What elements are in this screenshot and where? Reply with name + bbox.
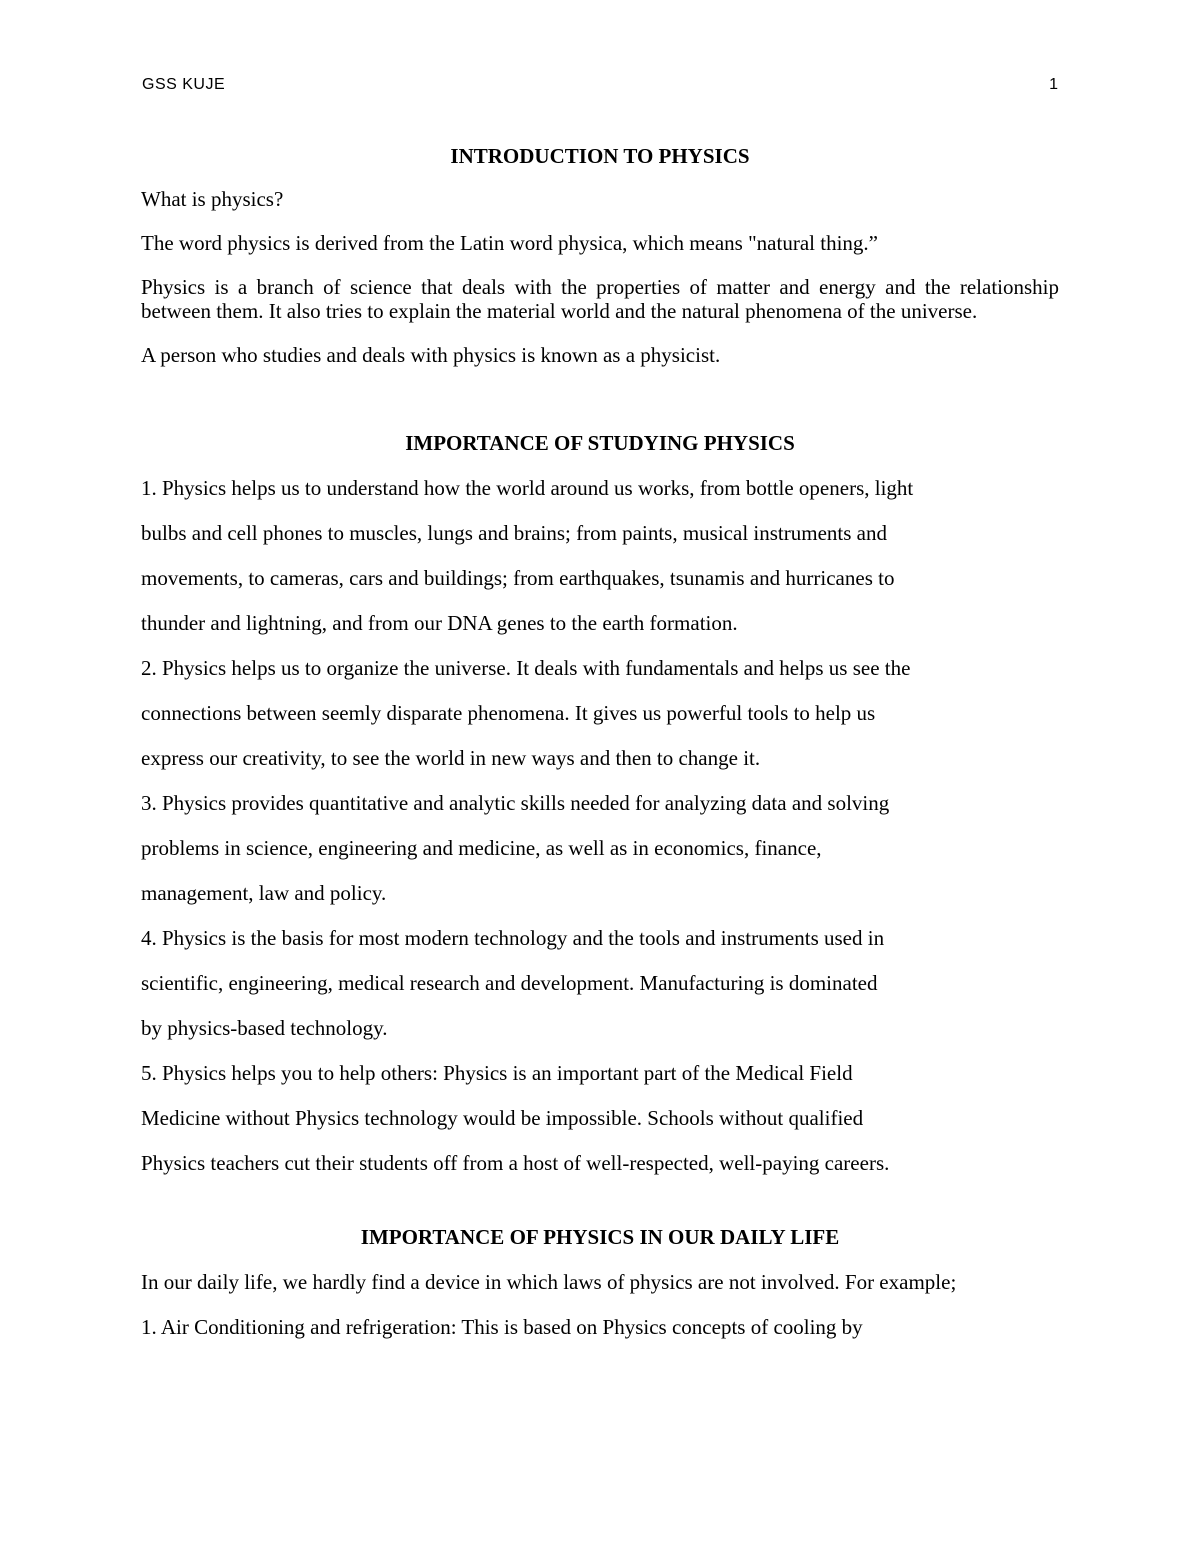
list-line: 3. Physics provides quantitative and analytic skills needed for analyzing data and solving [141,791,890,815]
list-line: movements, to cameras, cars and buildings; from earthquakes, tsunamis and hurricanes to [141,566,895,590]
importance-list [141,466,1059,1186]
list-line: scientific, engineering, medical research and development. Manufacturing is dominated [141,971,878,995]
question-paragraph: What is physics? [141,187,284,211]
derivation-paragraph: The word physics is derived from the Latin word physica, which means "natural thing.” [141,231,878,255]
list-line: 1. Air Conditioning and refrigeration: This is based on Physics concepts of cooling by [141,1315,863,1339]
list-line: Medicine without Physics technology would be impossible. Schools without qualified [141,1106,864,1130]
running-header: GSS KUJE [142,76,226,93]
list-line: by physics-based technology. [141,1016,388,1040]
list-line: management, law and policy. [141,881,387,905]
section-title-introduction: INTRODUCTION TO PHYSICS [450,144,750,168]
list-line: 5. Physics helps you to help others: Physics is an important part of the Medical Field [141,1061,853,1085]
list-line: Physics teachers cut their students off from a host of well-respected, well-paying careers. [141,1151,890,1175]
document-body [141,143,1059,1350]
section-title-importance-studying: IMPORTANCE OF STUDYING PHYSICS [405,431,795,455]
list-line: problems in science, engineering and medicine, as well as in economics, finance, [141,836,822,860]
list-line: thunder and lightning, and from our DNA genes to the earth formation. [141,611,738,635]
section-title-daily-life: IMPORTANCE OF PHYSICS IN OUR DAILY LIFE [360,1225,840,1249]
daily-life-list [141,1260,1059,1350]
list-line: 4. Physics is the basis for most modern technology and the tools and instruments used in [141,926,885,950]
list-line: 1. Physics helps us to understand how the world around us works, from bottle openers, light [141,476,914,500]
physicist-paragraph: A person who studies and deals with physics is known as a physicist. [141,343,721,367]
definition-paragraph: Physics is a branch of science that deals with the properties of matter and energy and the relationship between them. It also tries to explain the material world and the natural phenomena of the universe. [141,275,1059,323]
list-line: express our creativity, to see the world in new ways and then to change it. [141,746,761,770]
list-line: bulbs and cell phones to muscles, lungs and brains; from paints, musical instruments and [141,521,887,545]
list-line: In our daily life, we hardly find a device in which laws of physics are not involved. For example; [141,1270,957,1294]
page-number: 1 [1049,76,1058,93]
list-line: 2. Physics helps us to organize the universe. It deals with fundamentals and helps us see the [141,656,911,680]
list-line: connections between seemly disparate phenomena. It gives us powerful tools to help us [141,701,876,725]
